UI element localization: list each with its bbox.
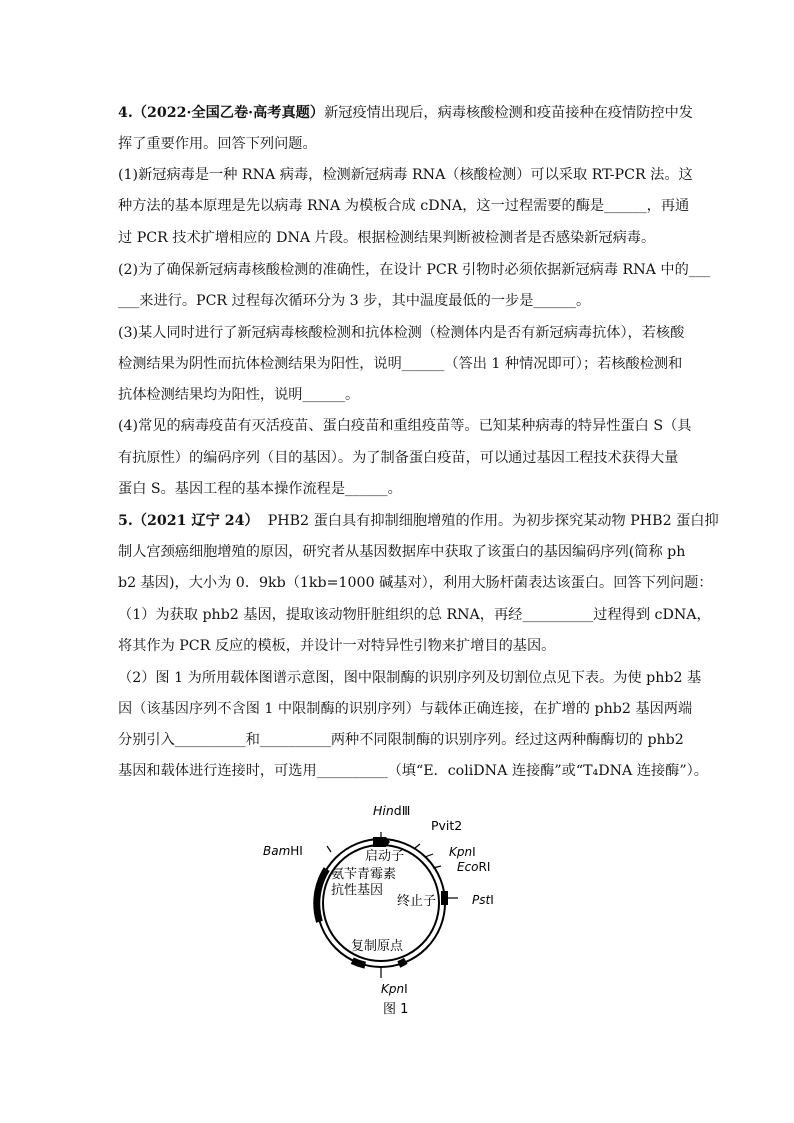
pvit2-label: Pvit2 (431, 818, 463, 833)
q5-line-1: 5.（2021 辽宁 24） PHB2 蛋白具有抑制细胞增殖的作用。为初步探究某动物 PHB2 蛋白抑 (118, 513, 719, 529)
origin-segment (352, 961, 365, 966)
ampr-label-line1: 氨苄青霉素 (331, 867, 397, 882)
q4-line-13: 蛋白 S。基因工程的基本操作流程是______。 (118, 481, 402, 497)
ampr-gene-segment (317, 869, 327, 922)
ampr-label-line2: 抗性基因 (331, 883, 384, 898)
q4-line-10: 抗体检测结果均为阳性，说明______。 (118, 387, 360, 403)
q5-line-7: 因（该基因序列不含图 1 中限制酶的识别序列）与载体正确连接，在扩增的 phb2 基因两端 (118, 701, 693, 717)
origin-label: 复制原点 (351, 939, 404, 954)
kpni-top-tick (425, 854, 433, 857)
q4-line-9: 检测结果为阴性而抗体检测结果为阳性，说明______（答出 1 种情况即可）；若核酸检测和 (118, 356, 683, 372)
kpni-bottom-label: KpnⅠ (381, 982, 408, 996)
q4-line-12: 有抗原性）的编码序列（目的基因）。为了制备蛋白疫苗，可以通过基因工程技术获得大量 (118, 450, 679, 466)
q5-line-9: 基因和载体进行连接时，可选用__________（填“E．coliDNA 连接酶”或“T₄DNA 连接酶”）。 (118, 763, 708, 779)
q5-line-5: 将其作为 PCR 反应的模板，并设计一对特异性引物来扩增目的基因。 (118, 638, 556, 654)
q5-line-6: （2）图 1 为所用载体图谱示意图，图中限制酶的识别序列及切割位点见下表。为使 phb2 基 (118, 670, 702, 686)
hindiii-label: HindⅢ (373, 803, 411, 818)
terminator-block (441, 891, 448, 905)
plasmid-diagram (255, 800, 525, 1030)
psti-label: PstⅠ (472, 893, 494, 907)
q5-line-8: 分别引入__________和__________两种不同限制酶的识别序列。经过这两种酶酶切的 phb2 (118, 732, 684, 748)
q4-line-2: 挥了重要作用。回答下列问题。 (118, 136, 317, 152)
q5-label: 5.（2021 辽宁 24） (118, 513, 259, 529)
q4-label: 4.（2022·全国乙卷·高考真题） (118, 105, 325, 121)
q5-line-4: （1）为获取 phb2 基因，提取该动物肝脏组织的总 RNA，再经__________过程得到 cDNA， (118, 607, 711, 623)
q4-line-6: (2)为了确保新冠病毒核酸检测的准确性，在设计 PCR 引物时必须依据新冠病毒 RNA 中的___ (118, 262, 711, 278)
q4-line-4: 种方法的基本原理是先以病毒 RNA 为模板合成 cDNA，这一过程需要的酶是______，再通 (118, 198, 690, 214)
q5-line-3: b2 基因)，大小为 0．9kb（1kb=1000 碱基对），利用大肠杆菌表达该蛋白。回答下列问题： (118, 575, 713, 591)
origin-segment-2 (399, 961, 406, 965)
q5-line-2: 制人宫颈癌细胞增殖的原因，研究者从基因数据库中获取了该蛋白的基因编码序列(简称 ph (118, 544, 686, 560)
figure-caption: 图 1 (383, 1002, 409, 1017)
q4-line-3: (1)新冠病毒是一种 RNA 病毒，检测新冠病毒 RNA（核酸检测）可以采取 RT-PCR 法。这 (118, 167, 693, 183)
kpni-top-label: KpnⅠ (449, 845, 476, 859)
q4-line-7: ___来进行。PCR 过程每次循环分为 3 步，其中温度最低的一步是______。 (118, 293, 591, 309)
bamhi-tick (327, 846, 331, 852)
q4-line-1: 4.（2022·全国乙卷·高考真题）新冠疫情出现后，病毒核酸检测和疫苗接种在疫情防控中发 (118, 105, 693, 121)
promoter-label: 启动子 (365, 849, 405, 864)
q4-line-11: (4)常见的病毒疫苗有灭活疫苗、蛋白疫苗和重组疫苗等。已知某种病毒的特异性蛋白 S（具 (118, 418, 692, 434)
q4-line-8: (3)某人同时进行了新冠病毒核酸检测和抗体检测（检测体内是否有新冠病毒抗体），若核酸 (118, 325, 685, 341)
ecori-label: EcoRⅠ (457, 860, 491, 874)
terminator-label: 终止子 (397, 894, 437, 909)
bamhi-label: BamHⅠ (263, 844, 303, 858)
q4-line-5: 过 PCR 技术扩增相应的 DNA 片段。根据检测结果判断被检测者是否感染新冠病毒。 (118, 230, 656, 246)
pvit2-tick (415, 844, 420, 848)
